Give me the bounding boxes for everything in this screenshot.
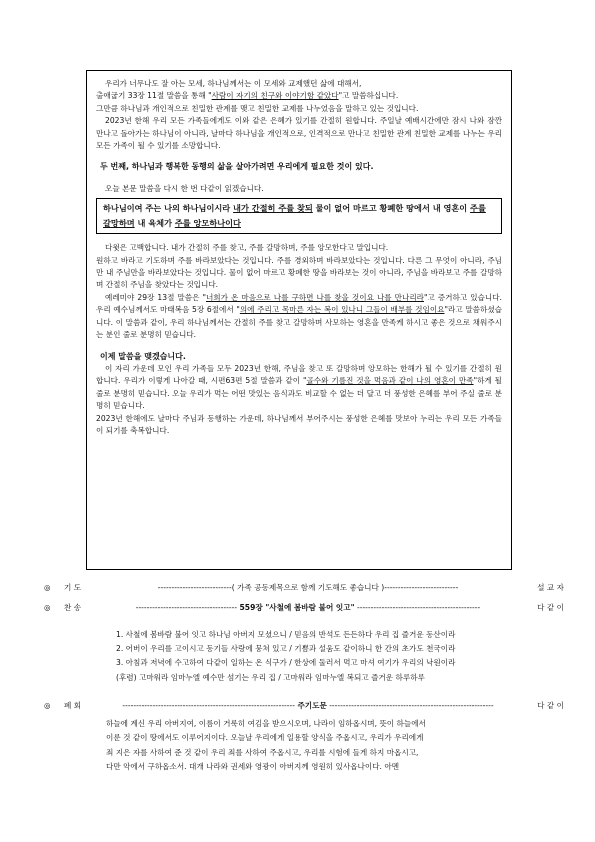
lords-prayer [106,717,544,775]
sermon-paragraph-3: 그만큼 하나님과 개인적으로 친밀한 관계를 맺고 친밀한 교제를 나누었음을 말하고 있는 것입니다. [96,103,419,113]
prayer-line-4: 다만 악에서 구하옵소서. 대개 나라와 권세와 영광이 아버지께 영원히 있사옵나이다. 아멘 [106,762,400,772]
scripture-box: 하나님이여 주는 나의 하나님이시라 내가 간절히 주를 찾되 물이 없어 마르고 황폐한 땅에서 내 영혼이 주를 갈망하며 내 육체가 주를 앙모하나이다 [96,198,502,234]
hymn-lyrics [116,628,556,685]
hymn-refrain: (후렴) 고마워라 임마누엘 예수만 섬기는 우리 집 / 고마워라 임마누엘 복되고 즐거운 하루하루 [116,672,425,682]
circle-mark-icon: ◎ [44,701,51,710]
order-leader: 다 같 이 [537,603,564,612]
sermon-box [86,70,512,570]
exodus-quote: 사람이 자기의 친구와 이야기함 같았다 [211,91,339,101]
section-heading-conclusion: 이제 말씀을 맺겠습니다. [100,351,186,361]
sermon-paragraph-5: 다윗은 고백합니다. 내가 간절히 주를 찾고, 주를 갈망하며, 주를 앙모한다고 말입니다. [105,243,389,253]
prayer-line-1: 하늘에 계신 우리 아버지여, 이름이 거룩히 여김을 받으시오며, 나라이 임하옵시며, 뜻이 하늘에서 [106,719,426,728]
closing-title: 주기도문 [297,701,327,710]
order-label: 기 도 [64,583,82,592]
circle-mark-icon: ◎ [44,603,51,612]
order-closing: ◎ 폐 회 --------------------------------------------------------------- 주기도문 ------------------------------------------------------------ 다 같 이 [44,701,564,710]
sermon-paragraph-4: 2023년 한해 우리 모든 가족들에게도 이와 같은 은혜가 있기를 간절히 원합니다. 주일날 예배시간에만 잠시 나와 잠깐 만나고 돌아가는 하나님이 아니라, 날마다 하나님을 개인적으로, 인격적으로 만나고 친밀한 관계 친밀한 교제를 나누는 우리 모든 가족이 될 수 있기를 소망합니다. [96,116,502,151]
sermon-paragraph-9: 2023년 한해에도 날마다 주님과 동행하는 가운데, 하나님께서 부어주시는 풍성한 은혜를 맛보아 누리는 우리 모든 가족들이 되기를 축복합니다. [96,413,502,435]
order-label: 찬 송 [64,603,82,612]
hymn-verse-1: 1. 사철에 봄바람 불어 잇고 하나님 아버지 모셨으니 / 믿음의 반석도 든든하다 우리 집 즐거운 동산이라 [116,630,456,639]
order-leader: 설 교 자 [537,583,564,592]
order-label: 폐 회 [64,701,82,710]
order-prayer [44,582,564,594]
hymn-verse-3: 3. 아침과 저녁에 수고하여 다같이 일하는 온 식구가 / 한상에 둘러서 먹고 마셔 여기가 우리의 낙원이라 [116,658,456,668]
prayer-line-2: 이룬 것 같이 땅에서도 이루어지이다. 오늘날 우리에게 일용할 양식을 주옵시고, 우리가 우리에게 [106,733,424,743]
sermon-paragraph-6: 원하고 바라고 기도하며 주를 바라보았다는 것입니다. 주를 경외하며 바라보았다는 것입니다. 다른 그 무엇이 아니라, 주님만 내 주님만을 바라보았다는 것입니다. 물이 없어 마르고 황폐한 땅을 바라보는 것이 아니라, 주님을 바라보고 주를 갈망하며 간절히 주님을 찾았다는 것입니다. [96,255,502,290]
sermon-paragraph-2: 출애굽기 33장 11절 말씀을 통해 "사람이 자기의 친구와 이야기함 같았다"고 말씀하십니다. [96,91,399,101]
order-description: ---------------------------( 가족 공동제목으로 함께 기도해도 좋습니다 )--------------------------- [157,583,459,592]
sermon-paragraph-8: 이 자리 가운데 모인 우리 가족들 모두 2023년 한해, 주님을 찾고 또 갈망하며 앙모하는 한해가 될 수 있기를 간절히 원합니다. 우리가 이렇게 나아갈 때, 시편63편 5절 말씀과 같이 "골수와 기름진 것을 먹음과 같이 나의 영혼이 만족"하게 될 줄로 분명히 믿습니다. 오늘 우리가 먹는 어떤 맛있는 음식과도 비교할 수 없는 더 달고 더 풍성한 은혜를 부어 주실 줄로 분명히 믿습니다. [96,363,503,411]
order-hymn: ◎ 찬 송 ------------------------------------- 559장 "사철에 봄바람 불어 잇고" --------------------------------------------- 다 같 이 [44,603,564,612]
order-leader: 다 같 이 [537,701,564,710]
section-heading-2: 두 번째, 하나님과 행복한 동행의 삶을 살아가려면 우리에게 필요한 것이 있다. [100,162,374,172]
hymn-title: 559장 "사철에 봄바람 불어 잇고" [239,603,355,612]
read-instruction: 오늘 본문 말씀을 다시 한 번 다같이 읽겠습니다. [105,183,264,193]
sermon-paragraph-7: 예레미야 29장 13절 말씀은 "너희가 온 마음으로 나를 구하면 나를 찾을 것이요 나를 만나리라"고 증거하고 있습니다. 우리 예수님께서도 마태복음 5장 6절에서 "의에 주리고 목마른 자는 복이 있나니 그들이 배부를 것임이요"라고 말씀하셨습니다. 이 말씀과 같이, 우리 하나님께서는 간절히 주를 찾고 갈망하며 사모하는 영혼을 만족케 하시고 좋은 것으로 채워주시는 분인 줄로 분명히 믿습니다. [96,292,503,340]
hymn-verse-2: 2. 어버이 우리를 고이시고 동기들 사랑에 뭉쳐 있고 / 기쁨과 설움도 같이하니 한 간의 초가도 천국이라 [116,644,456,654]
prayer-line-3: 죄 지은 자를 사하여 준 것 같이 우리 죄를 사하여 주옵시고, 우리를 시험에 들게 하지 마옵시고, [106,747,419,757]
circle-mark-icon: ◎ [44,583,51,592]
sermon-paragraph-1: 우리가 너무나도 잘 아는 모세, 하나님께서는 이 모세와 교제했던 삶에 대해서, [105,79,362,88]
